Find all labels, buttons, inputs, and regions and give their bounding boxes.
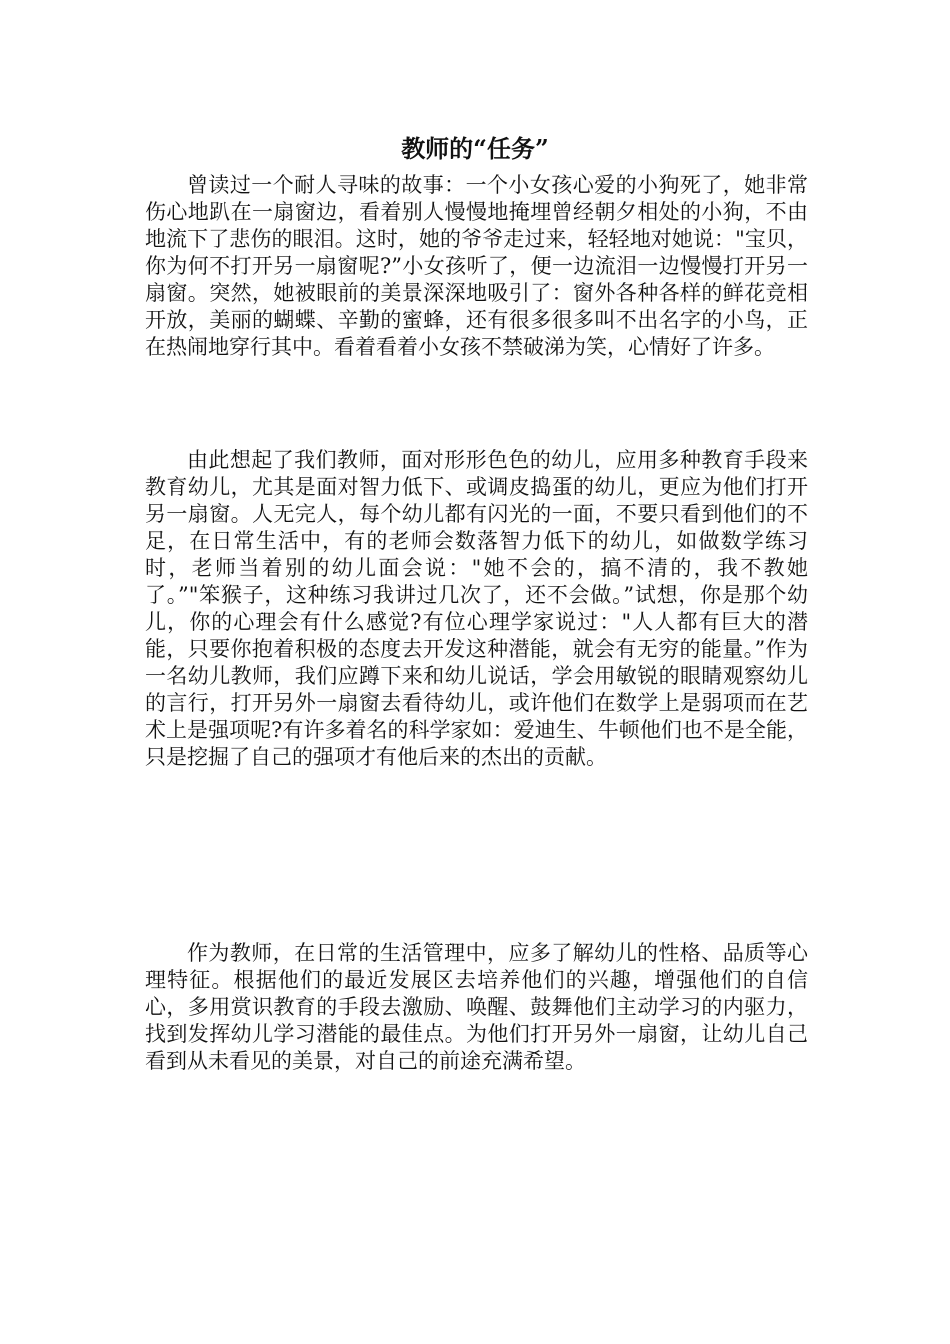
paragraph-story: 曾读过一个耐人寻味的故事：一个小女孩心爱的小狗死了，她非常伤心地趴在一扇窗边，看着别人慢慢地掩埋曾经朝夕相处的小狗，不由地流下了悲伤的眼泪。这时，她的爷爷走过来，轻轻地对她说："宝贝，你为何不打开另一扇窗呢?”小女孩听了，便一边流泪一边慢慢打开另一扇窗。突然，她被眼前的美景深深地吸引了：窗外各种各样的鲜花竞相开放，美丽的蝴蝶、辛勤的蜜蜂，还有很多很多叫不出名字的小鸟，正在热闹地穿行其中。看着看着小女孩不禁破涕为笑，心情好了许多。 bbox=[145, 173, 808, 359]
paragraph-conclusion: 作为教师，在日常的生活管理中，应多了解幼儿的性格、品质等心理特征。根据他们的最近发展区去培养他们的兴趣，增强他们的自信心，多用赏识教育的手段去激励、唤醒、鼓舞他们主动学习的内驱力，找到发挥幼儿学习潜能的最佳点。为他们打开另外一扇窗，让幼儿自己看到从未看见的美景，对自己的前途充满希望。 bbox=[145, 941, 808, 1073]
page-title: 教师的“任务” bbox=[401, 134, 549, 163]
paragraph-reflection: 由此想起了我们教师，面对形形色色的幼儿，应用多种教育手段来教育幼儿，尤其是面对智力低下、或调皮捣蛋的幼儿，更应为他们打开另一扇窗。人无完人，每个幼儿都有闪光的一面，不要只看到他们的不足，在日常生活中，有的老师会数落智力低下的幼儿，如做数学练习时，老师当着别的幼儿面会说："她不会的，搞不清的，我不教她了。”"笨猴子，这种练习我讲过几次了，还不会做。”试想，你是那个幼儿，你的心理会有什么感觉?有位心理学家说过："人人都有巨大的潜能，只要你抱着积极的态度去开发这种潜能，就会有无穷的能量。”作为一名幼儿教师，我们应蹲下来和幼儿说话，学会用敏锐的眼睛观察幼儿的言行，打开另外一扇窗去看待幼儿，或许他们在数学上是弱项而在艺术上是强项呢?有许多着名的科学家如：爱迪生、牛顿他们也不是全能，只是挖掘了自己的强项才有他后来的杰出的贡献。 bbox=[145, 448, 808, 769]
